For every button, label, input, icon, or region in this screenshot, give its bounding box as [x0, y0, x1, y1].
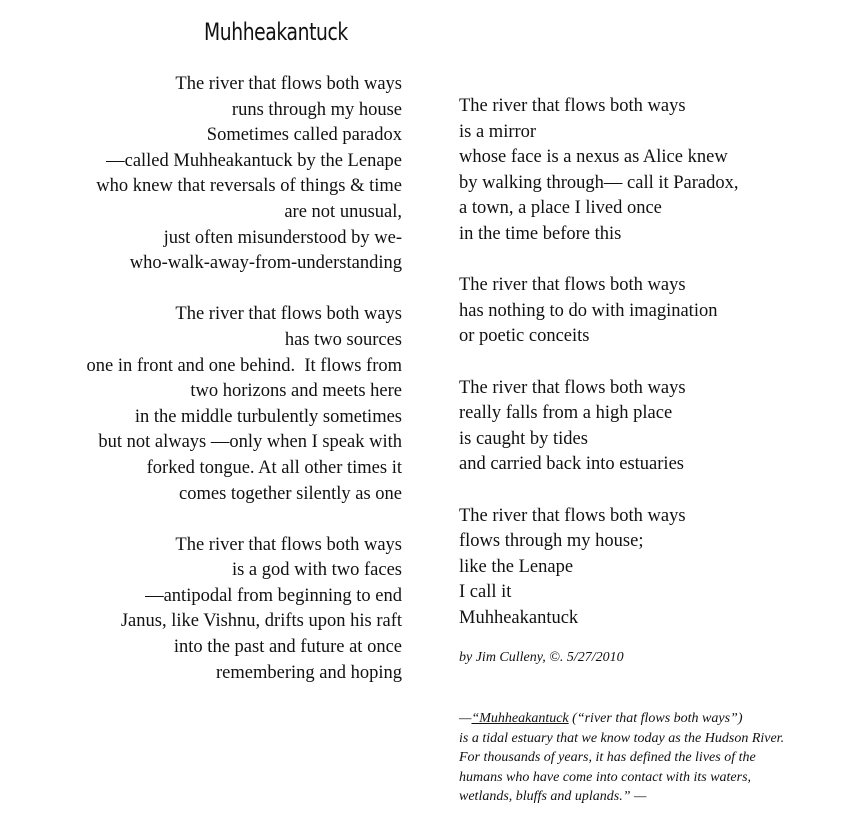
- poem-line: has nothing to do with imagination: [459, 300, 718, 321]
- stanza: [20, 72, 402, 277]
- poem-line: and carried back into estuaries: [459, 454, 684, 475]
- poem-line: —called Muhheakantuck by the Lenape: [106, 150, 402, 171]
- poem-line: runs through my house: [231, 99, 402, 120]
- poem-line: are not unusual,: [284, 201, 402, 222]
- poem-line: I call it: [459, 582, 512, 603]
- poem-line: but not always —only when I speak with: [98, 432, 402, 453]
- poem-line: who knew that reversals of things & time: [96, 176, 402, 197]
- poem-line: forked tongue. At all other times it: [146, 457, 402, 478]
- author-byline: by Jim Culleny, ©. 5/27/2010: [459, 650, 624, 665]
- poem-line: or poetic conceits: [459, 326, 590, 347]
- stanza: [459, 504, 839, 632]
- footnote-gloss: (“river that flows both ways”): [568, 711, 743, 726]
- poem-line: comes together silently as one: [179, 483, 402, 504]
- poem-line: is caught by tides: [459, 428, 588, 449]
- poem-line: The river that flows both ways: [459, 505, 686, 526]
- footnote-line: For thousands of years, it has defined the lives of the: [459, 750, 756, 765]
- poem-line: Muhheakantuck: [459, 607, 579, 628]
- footnote-term: “Muhheakantuck: [471, 711, 569, 726]
- footnote: [459, 709, 849, 807]
- poem-line: whose face is a nexus as Alice knew: [459, 147, 728, 168]
- poem-line: has two sources: [284, 329, 402, 350]
- poem-title: Muhheakantuck: [204, 18, 348, 46]
- poem-line: who-walk-away-from-understanding: [129, 253, 402, 274]
- footnote-dash: —: [459, 711, 472, 726]
- poem-line: a town, a place I lived once: [459, 198, 662, 219]
- poem-line: is a mirror: [459, 121, 537, 142]
- poem-line: The river that flows both ways: [175, 534, 402, 555]
- poem-line: one in front and one behind. It flows from: [86, 355, 402, 376]
- footnote-line: humans who have come into contact with its waters,: [459, 769, 752, 785]
- poem-line: really falls from a high place: [459, 403, 673, 424]
- footnote-line: is a tidal estuary that we know today as the Hudson River.: [459, 730, 785, 746]
- poem-line: flows through my house;: [459, 531, 644, 552]
- poem-line: by walking through— call it Paradox,: [459, 172, 739, 193]
- poem-line: remembering and hoping: [216, 662, 402, 683]
- footnote-line: [459, 709, 849, 729]
- right-poem-column: [459, 94, 839, 631]
- poem-line: in the middle turbulently sometimes: [134, 406, 402, 427]
- stanza: [459, 376, 839, 478]
- poem-line: The river that flows both ways: [459, 96, 686, 116]
- footnote-line: wetlands, bluffs and uplands.” —: [459, 789, 647, 804]
- stanza: [459, 94, 839, 248]
- poem-line: The river that flows both ways: [175, 74, 402, 94]
- poem-line: two horizons and meets here: [190, 381, 402, 402]
- poem-line: The river that flows both ways: [175, 304, 402, 325]
- poem-line: into the past and future at once: [173, 637, 402, 658]
- poem-line: just often misunderstood by we-: [163, 227, 402, 248]
- stanza: [20, 302, 402, 507]
- poem-line: like the Lenape: [459, 556, 574, 577]
- poem-line: is a god with two faces: [231, 560, 402, 581]
- poem-line: The river that flows both ways: [459, 275, 686, 296]
- poem-line: Sometimes called paradox: [206, 125, 402, 146]
- poem-line: Janus, like Vishnu, drifts upon his raft: [120, 611, 402, 632]
- poem-line: in the time before this: [459, 223, 622, 244]
- stanza: [459, 273, 839, 350]
- poem-line: —antipodal from beginning to end: [145, 585, 402, 606]
- left-poem-column: [20, 72, 402, 686]
- poem-line: The river that flows both ways: [459, 377, 686, 398]
- stanza: [20, 533, 402, 687]
